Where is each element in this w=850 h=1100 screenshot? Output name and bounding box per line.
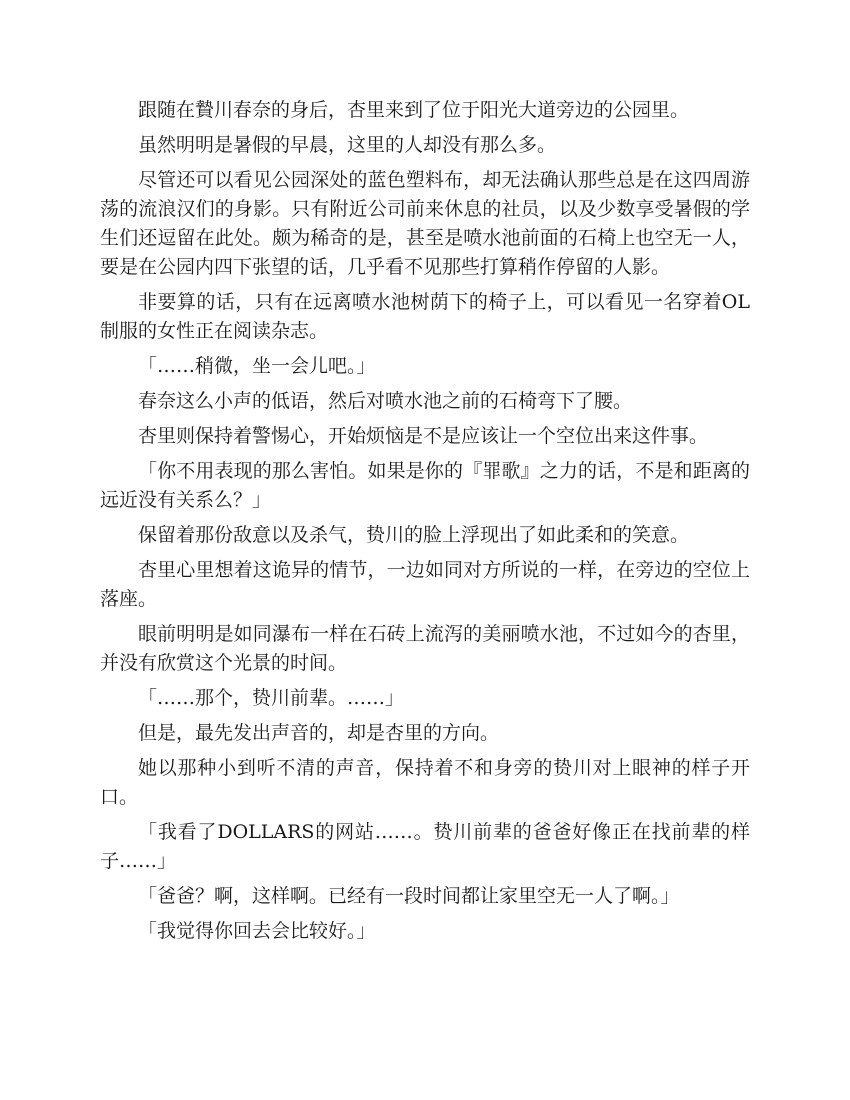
paragraph: 「我看了DOLLARS的网站……。贽川前辈的爸爸好像正在找前辈的样子……」 [100,821,750,872]
paragraph: 她以那种小到听不清的声音，保持着不和身旁的贽川对上眼神的样子开口。 [100,757,750,808]
paragraph: 尽管还可以看见公园深处的蓝色塑料布，却无法确认那些总是在这四周游荡的流浪汉们的身影。只有附近公司前来休息的社员，以及少数享受暑假的学生们还逗留在此处。颇为稀奇的是，甚至是喷水池前面的石椅上也空无一人，要是在公园内四下张望的话，几乎看不见那些打算稍作停留的人影。 [100,169,750,278]
paragraph: 跟随在贄川春奈的身后，杏里来到了位于阳光大道旁边的公园里。 [138,99,690,121]
paragraph: 虽然明明是暑假的早晨，这里的人却没有那么多。 [138,134,557,156]
paragraph: 春奈这么小声的低语，然后对喷水池之前的石椅弯下了腰。 [138,390,633,412]
paragraph: 「你不用表现的那么害怕。如果是你的『罪歌』之力的话，不是和距离的远近没有关系么？」 [100,460,750,511]
paragraph: 保留着那份敌意以及杀气，贽川的脸上浮现出了如此柔和的笑意。 [138,524,690,546]
paragraph: 杏里则保持着警惕心，开始烦恼是不是应该让一个空位出来这件事。 [138,425,709,447]
paragraph: 杏里心里想着这诡异的情节，一边如同对方所说的一样，在旁边的空位上落座。 [100,559,750,610]
paragraph: 但是，最先发出声音的，却是杏里的方向。 [138,722,500,744]
paragraph: 「……稍微，坐一会儿吧。」 [138,355,376,377]
document-page [100,96,750,952]
paragraph: 非要算的话，只有在远离喷水池树荫下的椅子上，可以看见一名穿着OL制服的女性正在阅读杂志。 [100,291,750,342]
paragraph: 眼前明明是如同瀑布一样在石砖上流泻的美丽喷水池，不过如今的杏里，并没有欣赏这个光景的时间。 [100,623,750,674]
paragraph: 「爸爸？啊，这样啊。已经有一段时间都让家里空无一人了啊。」 [138,885,680,907]
paragraph: 「……那个，贽川前辈。……」 [138,687,405,709]
paragraph: 「我觉得你回去会比较好。」 [138,920,376,942]
